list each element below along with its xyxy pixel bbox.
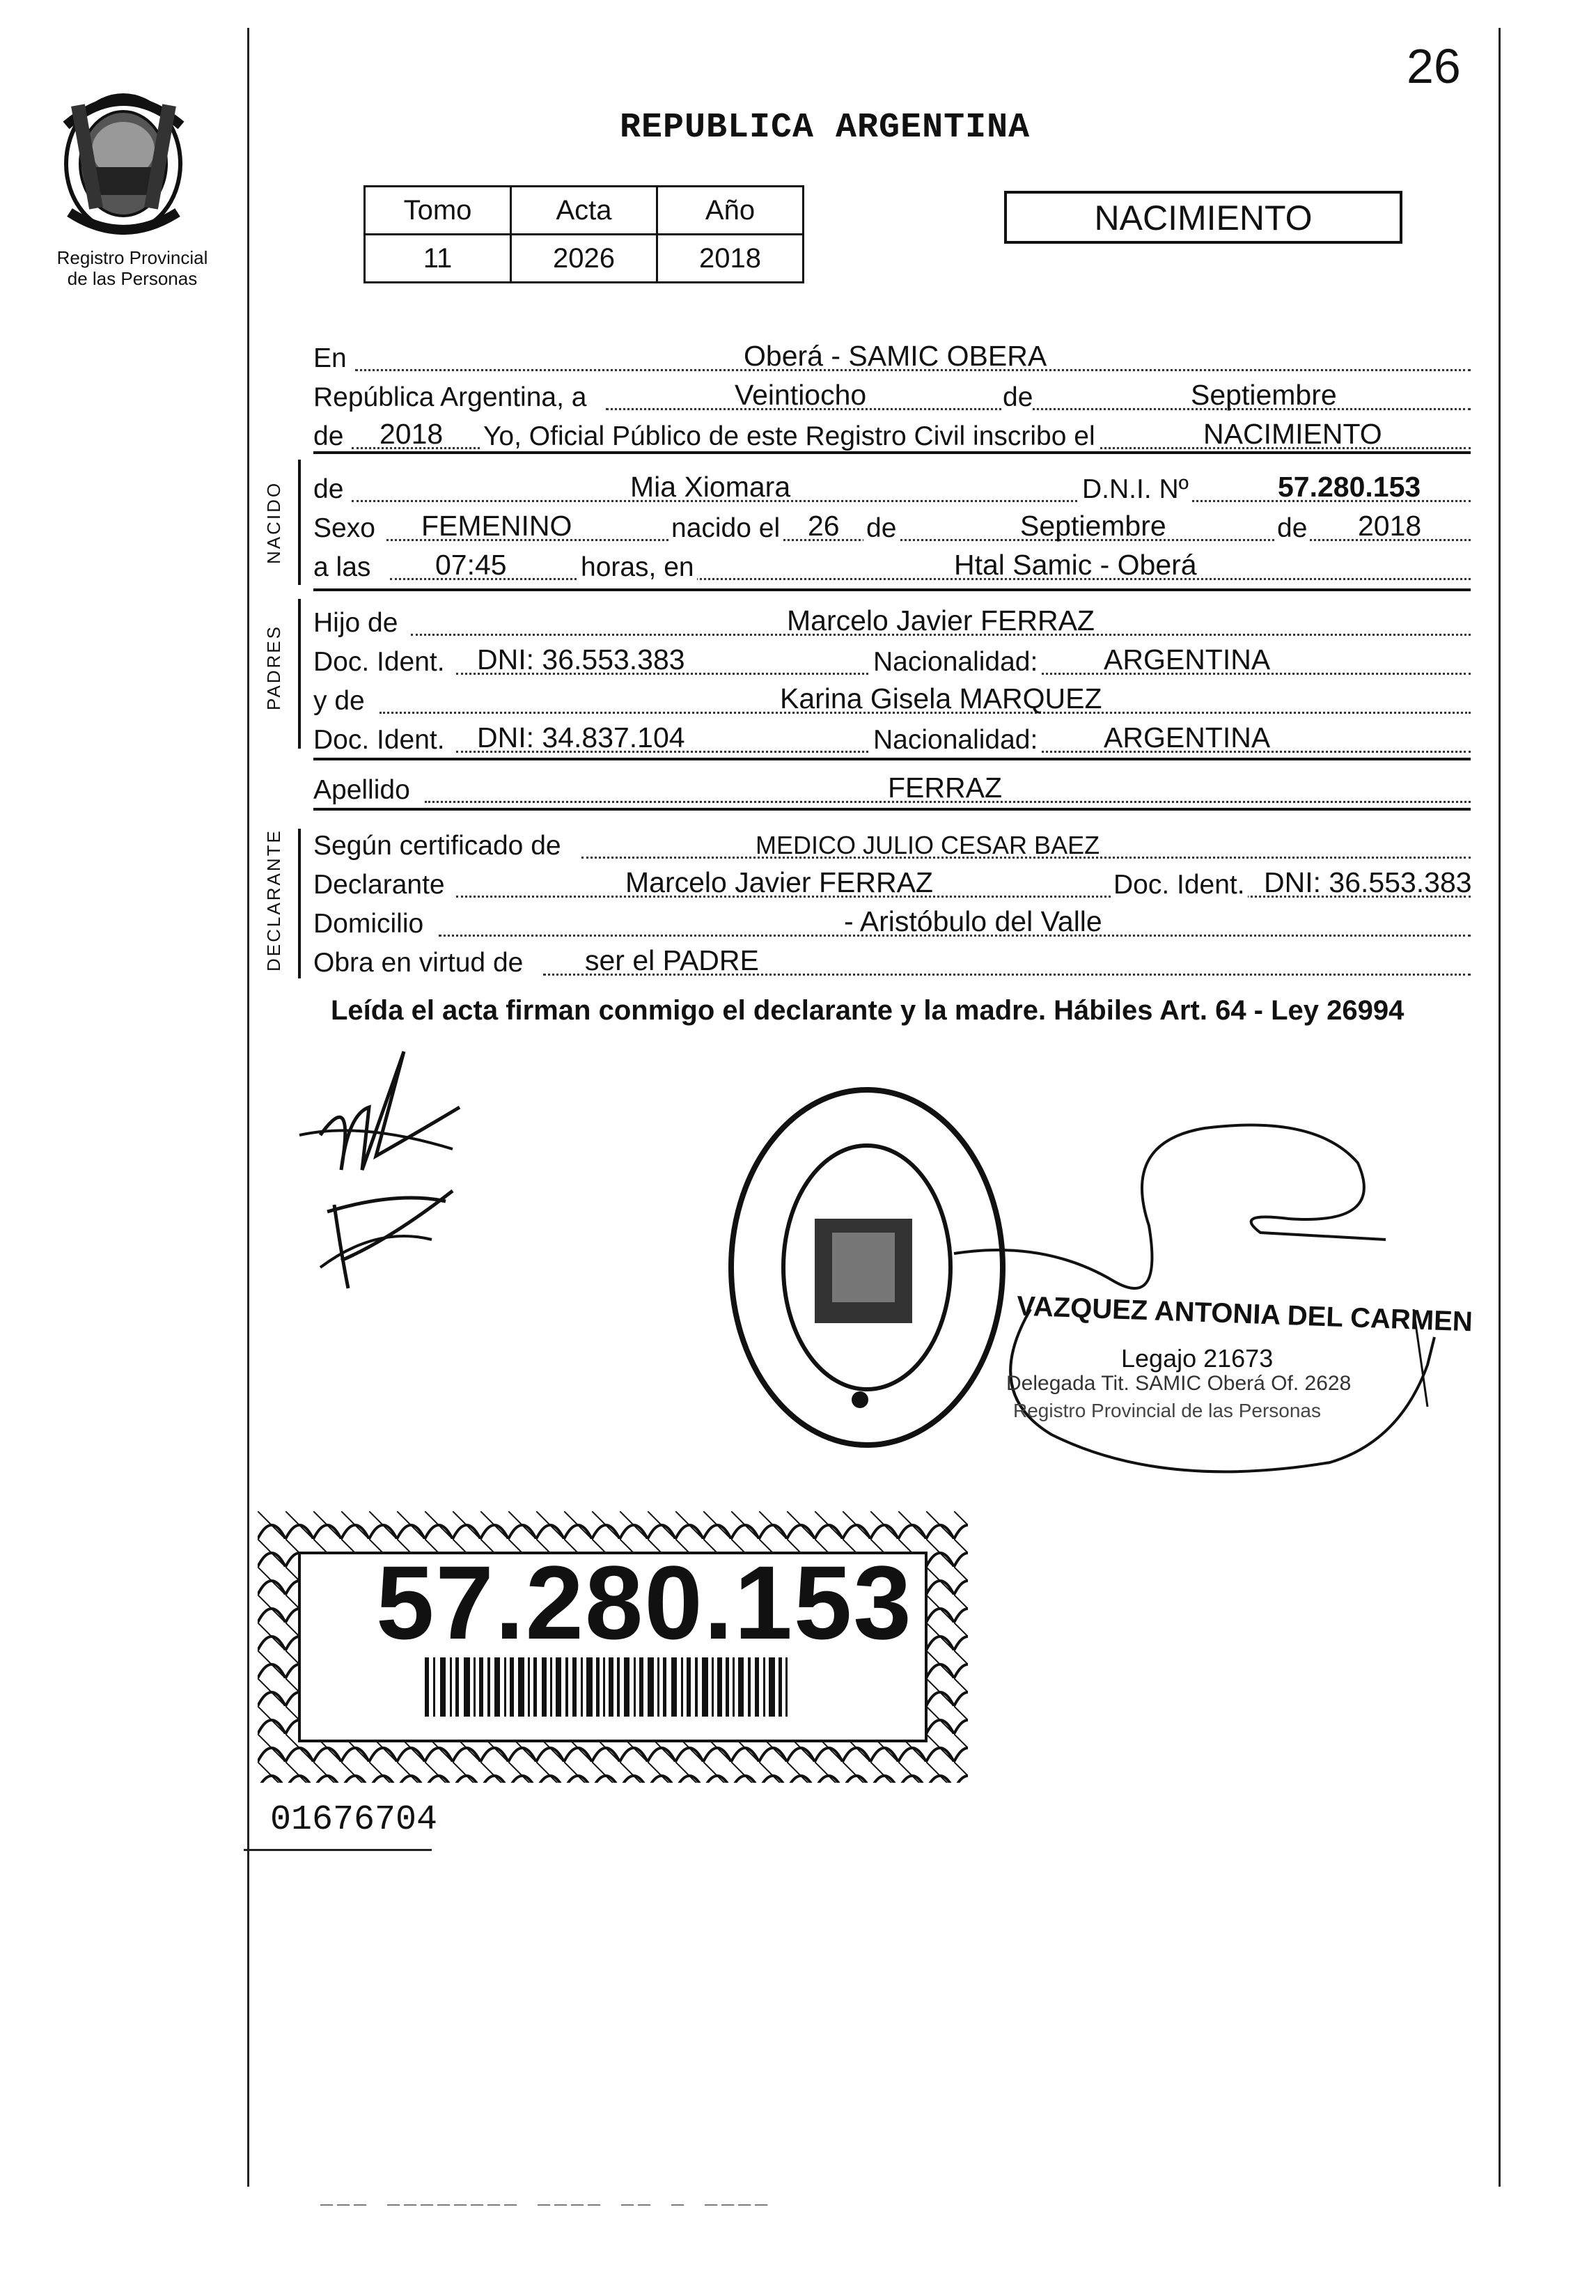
father-nat: ARGENTINA <box>1104 643 1271 675</box>
apellido-label: Apellido <box>313 775 410 805</box>
de-name-label: de <box>313 474 344 504</box>
nacido-el-label: nacido el <box>668 513 783 544</box>
official-text: Yo, Oficial Público de este Registro Civil inscribo el <box>480 421 1098 452</box>
signer-office: Registro Provincial de las Personas <box>1013 1400 1321 1421</box>
nacido-section-label: NACIDO <box>263 481 284 564</box>
mother-nat-label: Nacionalidad: <box>870 725 1040 756</box>
obra-row <box>313 942 1471 978</box>
dni-label: D.N.I. Nº <box>1079 474 1191 505</box>
nacido-bracket <box>298 460 301 585</box>
padres-section-label: PADRES <box>263 625 284 710</box>
cert-value: MEDICO JULIO CESAR BAEZ <box>756 831 1100 859</box>
registry-line2: de las Personas <box>67 268 198 289</box>
birth-day: 26 <box>808 510 840 542</box>
day-value: Veintiocho <box>735 379 867 411</box>
mother-doc: DNI: 34.837.104 <box>477 721 685 753</box>
cert-row <box>313 825 1471 861</box>
acta-value: 2026 <box>511 235 657 283</box>
place-value: Oberá - SAMIC OBERA <box>744 340 1047 372</box>
page-number: 26 <box>1407 39 1461 93</box>
declarante-bracket <box>298 829 301 978</box>
republic-label: República Argentina, a <box>313 382 587 412</box>
footer-code: ___ ________ ____ __ _ ____ <box>320 2187 772 2210</box>
ano-header: Año <box>657 187 804 235</box>
year-row <box>313 416 1471 452</box>
en-label: En <box>313 343 347 373</box>
birth-time: 07:45 <box>435 549 507 581</box>
father-doc-row <box>313 641 1471 678</box>
record-type-value: NACIMIENTO <box>1203 418 1382 450</box>
place-row <box>313 338 1471 374</box>
province-logo <box>59 84 188 237</box>
obra-value: ser el PADRE <box>585 944 759 976</box>
tomo-value: 11 <box>365 235 511 283</box>
domicilio-row <box>313 903 1471 939</box>
name-row <box>313 469 1471 505</box>
child-name: Mia Xiomara <box>630 471 791 503</box>
signer-name: VAZQUEZ ANTONIA DEL CARMEN <box>1016 1290 1473 1338</box>
child-dni: 57.280.153 <box>1278 471 1421 503</box>
acta-header: Acta <box>511 187 657 235</box>
birth-month: Septiembre <box>1020 510 1166 542</box>
serial-underline <box>244 1849 432 1851</box>
signer-role: Delegada Tit. SAMIC Oberá Of. 2628 <box>1006 1372 1352 1395</box>
de-label: de <box>1003 382 1033 412</box>
mother-nat: ARGENTINA <box>1104 721 1271 753</box>
de-year-label: de <box>1274 513 1310 544</box>
declarante-label: Declarante <box>313 870 445 900</box>
right-margin-line <box>1499 28 1501 2187</box>
year-value: 2018 <box>380 418 444 450</box>
time-row <box>313 547 1471 583</box>
father-nat-label: Nacionalidad: <box>870 647 1040 678</box>
domicilio-label: Domicilio <box>313 909 424 939</box>
padres-bracket <box>298 599 301 749</box>
mother-doc-row <box>313 719 1471 756</box>
obra-label: Obra en virtud de <box>313 948 524 978</box>
apellido-value: FERRAZ <box>888 772 1002 804</box>
date-row <box>313 377 1471 413</box>
mother-row <box>313 680 1471 717</box>
declarant-signature <box>292 1031 474 1295</box>
father-doc-label: Doc. Ident. <box>313 647 445 677</box>
mother-name: Karina Gisela MARQUEZ <box>780 682 1102 714</box>
horas-label: horas, en <box>578 552 697 583</box>
legal-note: Leída el acta firman conmigo el declarante y la madre. Hábiles Art. 64 - Ley 26994 <box>331 995 1405 1026</box>
dni-label-number: 57.280.153 <box>376 1544 913 1661</box>
birth-year: 2018 <box>1358 510 1422 542</box>
declarante-section-label: DECLARANTE <box>263 829 284 971</box>
signer-legajo: Legajo 21673 <box>1121 1344 1274 1373</box>
sex-row <box>313 508 1471 544</box>
domicilio-value: - Aristóbulo del Valle <box>844 905 1102 937</box>
registry-label <box>28 247 237 289</box>
country-title: REPUBLICA ARGENTINA <box>620 108 1031 148</box>
separator-4 <box>313 808 1471 811</box>
separator-3 <box>313 758 1471 760</box>
separator-2 <box>313 588 1471 591</box>
tomo-header: Tomo <box>365 187 511 235</box>
father-name: Marcelo Javier FERRAZ <box>787 604 1095 637</box>
declarante-doc-label: Doc. Ident. <box>1111 870 1248 900</box>
act-type-box: NACIMIENTO <box>1004 191 1402 244</box>
father-row <box>313 602 1471 639</box>
declarante-doc: DNI: 36.553.383 <box>1264 866 1472 898</box>
sexo-label: Sexo <box>313 513 375 543</box>
reference-table <box>363 185 804 283</box>
left-margin-line <box>247 28 249 2187</box>
y-de-label: y de <box>313 686 365 716</box>
ano-value: 2018 <box>657 235 804 283</box>
serial-number: 01676704 <box>270 1800 438 1840</box>
time-label: a las <box>313 552 371 582</box>
registry-line1: Registro Provincial <box>56 247 208 268</box>
apellido-row <box>313 770 1471 806</box>
declarant-row <box>313 864 1471 900</box>
de-month-label: de <box>863 513 899 544</box>
separator-1 <box>313 451 1471 454</box>
declarante-value: Marcelo Javier FERRAZ <box>625 866 933 898</box>
year-prefix: de <box>313 421 344 451</box>
father-doc: DNI: 36.553.383 <box>477 643 685 675</box>
month-value: Septiembre <box>1191 379 1337 411</box>
sexo-value: FEMENINO <box>421 510 572 542</box>
mother-doc-label: Doc. Ident. <box>313 725 445 755</box>
birth-place: Htal Samic - Oberá <box>954 549 1197 581</box>
hijo-label: Hijo de <box>313 608 398 638</box>
cert-label: Según certificado de <box>313 831 561 861</box>
